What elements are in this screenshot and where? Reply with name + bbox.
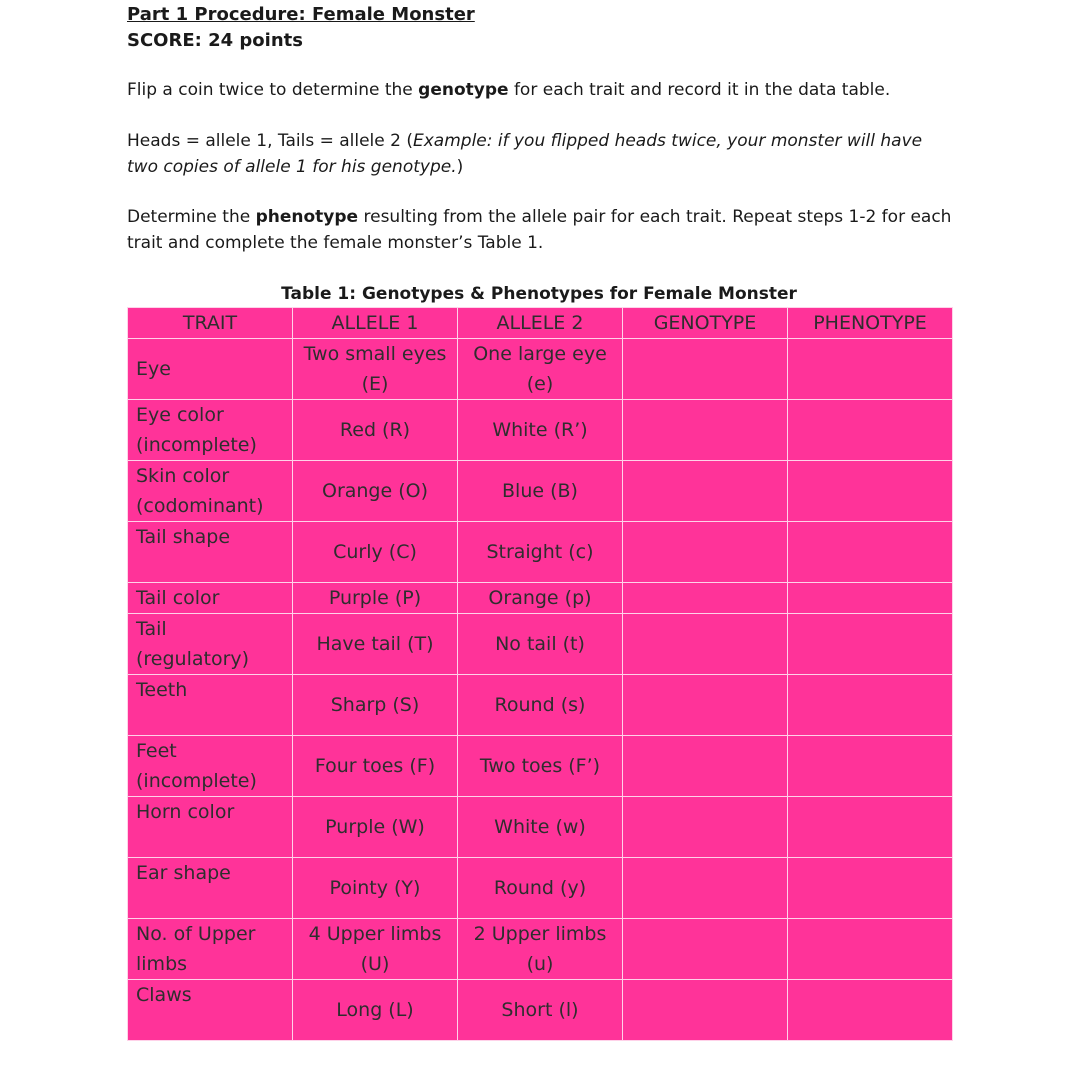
trait-cell: Claws <box>128 980 293 1041</box>
score-label: SCORE: 24 points <box>127 30 303 51</box>
instruction-flip-coin <box>127 77 957 103</box>
phenotype-cell[interactable] <box>788 583 953 614</box>
allele-1-cell: Purple (W) <box>293 797 458 858</box>
trait-cell: Skin color (codominant) <box>128 461 293 522</box>
table-row <box>128 522 953 583</box>
trait-cell: Feet (incomplete) <box>128 736 293 797</box>
table-row <box>128 919 953 980</box>
procedure-title: Part 1 Procedure: Female Monster <box>127 4 475 25</box>
allele-1-cell: Two small eyes (E) <box>293 339 458 400</box>
allele-1-cell: Have tail (T) <box>293 614 458 675</box>
instruction-phenotype <box>127 204 957 256</box>
genotype-cell[interactable] <box>623 614 788 675</box>
phenotype-term: phenotype <box>255 207 359 227</box>
table-header-row <box>128 308 953 339</box>
table-caption: Table 1: Genotypes & Phenotypes for Female Monster <box>281 284 797 304</box>
allele-2-cell: Orange (p) <box>458 583 623 614</box>
table-row <box>128 797 953 858</box>
header-genotype: GENOTYPE <box>623 308 788 339</box>
instruction-text: ) <box>456 157 464 177</box>
genotype-term: genotype <box>418 80 509 100</box>
trait-cell: Tail shape <box>128 522 293 583</box>
allele-2-cell: 2 Upper limbs (u) <box>458 919 623 980</box>
phenotype-cell[interactable] <box>788 980 953 1041</box>
table-row <box>128 736 953 797</box>
allele-1-cell: Purple (P) <box>293 583 458 614</box>
allele-2-cell: Blue (B) <box>458 461 623 522</box>
header-allele-2: ALLELE 2 <box>458 308 623 339</box>
phenotype-cell[interactable] <box>788 858 953 919</box>
allele-1-cell: Pointy (Y) <box>293 858 458 919</box>
genotype-cell[interactable] <box>623 583 788 614</box>
instruction-text: for each trait and record it in the data table. <box>508 80 891 100</box>
allele-2-cell: Round (s) <box>458 675 623 736</box>
table-row <box>128 614 953 675</box>
phenotype-cell[interactable] <box>788 919 953 980</box>
allele-2-cell: White (R’) <box>458 400 623 461</box>
phenotype-cell[interactable] <box>788 339 953 400</box>
allele-1-cell: 4 Upper limbs (U) <box>293 919 458 980</box>
table-row <box>128 461 953 522</box>
phenotype-cell[interactable] <box>788 736 953 797</box>
instruction-text: Determine the <box>127 207 256 227</box>
genotype-cell[interactable] <box>623 675 788 736</box>
phenotype-cell[interactable] <box>788 675 953 736</box>
phenotype-cell[interactable] <box>788 400 953 461</box>
table-row <box>128 583 953 614</box>
genotype-cell[interactable] <box>623 980 788 1041</box>
phenotype-cell[interactable] <box>788 797 953 858</box>
trait-cell: Tail color <box>128 583 293 614</box>
genotype-cell[interactable] <box>623 400 788 461</box>
header-phenotype: PHENOTYPE <box>788 308 953 339</box>
table-row <box>128 400 953 461</box>
table-row <box>128 675 953 736</box>
instruction-text: resulting from the allele pair for each trait. Repeat steps 1-2 for each trait and complete the female monster’s Table 1. <box>127 207 952 253</box>
header-allele-1: ALLELE 1 <box>293 308 458 339</box>
instruction-heads-tails <box>127 128 957 180</box>
instruction-text: Heads = allele 1, Tails = allele 2 ( <box>127 131 413 151</box>
genotype-cell[interactable] <box>623 858 788 919</box>
phenotype-cell[interactable] <box>788 461 953 522</box>
genotype-cell[interactable] <box>623 339 788 400</box>
trait-cell: Horn color <box>128 797 293 858</box>
table-row <box>128 858 953 919</box>
genotype-cell[interactable] <box>623 797 788 858</box>
table-row <box>128 339 953 400</box>
phenotype-cell[interactable] <box>788 614 953 675</box>
allele-1-cell: Curly (C) <box>293 522 458 583</box>
allele-2-cell: Two toes (F’) <box>458 736 623 797</box>
trait-cell: Teeth <box>128 675 293 736</box>
phenotype-cell[interactable] <box>788 522 953 583</box>
table-row <box>128 980 953 1041</box>
genotype-cell[interactable] <box>623 736 788 797</box>
genotype-phenotype-table <box>127 307 953 1041</box>
genotype-cell[interactable] <box>623 522 788 583</box>
trait-cell: Eye color (incomplete) <box>128 400 293 461</box>
genotype-cell[interactable] <box>623 919 788 980</box>
trait-cell: Ear shape <box>128 858 293 919</box>
example-text: Example: if you flipped heads twice, your monster will have two copies of allele 1 for his genotype. <box>127 131 923 177</box>
allele-1-cell: Orange (O) <box>293 461 458 522</box>
allele-2-cell: No tail (t) <box>458 614 623 675</box>
instruction-text: Flip a coin twice to determine the <box>127 80 419 100</box>
trait-cell: Tail (regulatory) <box>128 614 293 675</box>
allele-2-cell: Round (y) <box>458 858 623 919</box>
allele-2-cell: One large eye (e) <box>458 339 623 400</box>
trait-cell: Eye <box>128 339 293 400</box>
allele-1-cell: Long (L) <box>293 980 458 1041</box>
header-trait: TRAIT <box>128 308 293 339</box>
allele-2-cell: Short (l) <box>458 980 623 1041</box>
allele-1-cell: Four toes (F) <box>293 736 458 797</box>
trait-cell: No. of Upper limbs <box>128 919 293 980</box>
allele-2-cell: White (w) <box>458 797 623 858</box>
allele-1-cell: Red (R) <box>293 400 458 461</box>
allele-2-cell: Straight (c) <box>458 522 623 583</box>
allele-1-cell: Sharp (S) <box>293 675 458 736</box>
genotype-cell[interactable] <box>623 461 788 522</box>
